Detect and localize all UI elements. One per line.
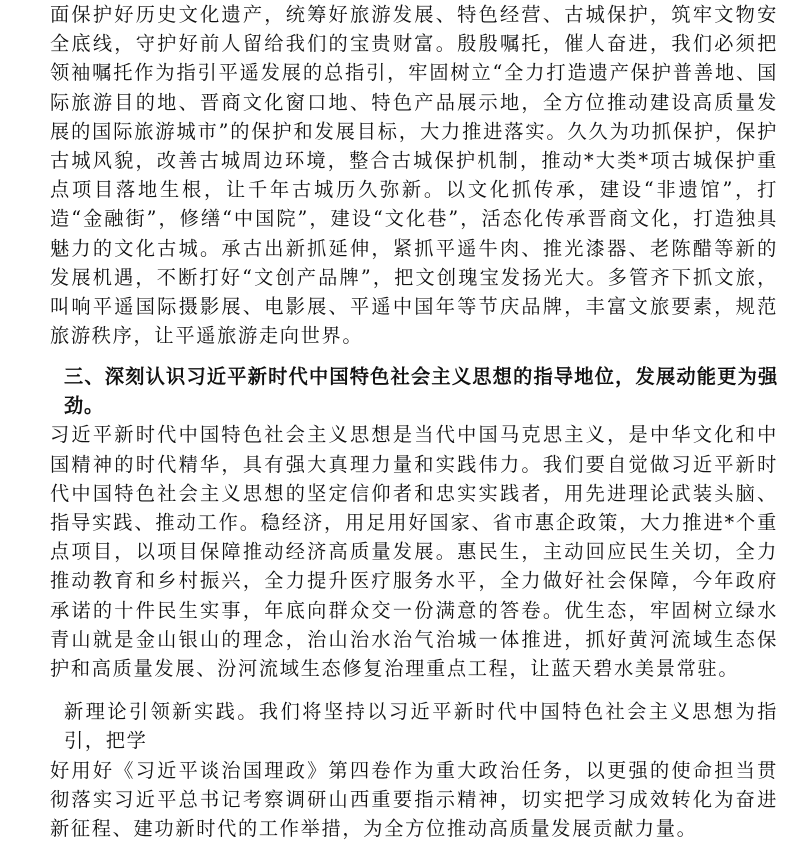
section-heading-three: 三、深刻认识习近平新时代中国特色社会主义思想的指导地位，发展动能更为强劲。	[64, 365, 778, 418]
paragraph-new-practice: 好用好《习近平谈治国理政》第四卷作为重大政治任务，以更强的使命担当贯彻落实习近平总书记考察调研山西重要指示精神，切实把学习成效转化为奋进新征程、建功新时代的工作举措，为全方位推动高质量发展贡献力量。	[50, 758, 778, 841]
paragraph-guiding-thought: 习近平新时代中国特色社会主义思想是当代中国马克思主义，是中华文化和中国精神的时代精华，具有强大真理力量和实践伟力。我们要自觉做习近平新时代中国特色社会主义思想的坚定信仰者和忠实实践者，用先进理论武装头脑、指导实践、推动工作。稳经济，用足用好国家、省市惠企政策，大力推进*个重点项目，以项目保障推动经济高质量发展。惠民生，主动回应民生关切，全力推动教育和乡村振兴，全力提升医疗服务水平，全力做好社会保障，今年政府承诺的十件民生实事，年底向群众交一份满意的答卷。优生态，牢固树立绿水青山就是金山银山的理念，治山治水治气治城一体推进，抓好黄河流域生态保护和高质量发展、汾河流域生态修复治理重点工程，让蓝天碧水美景常驻。	[50, 423, 778, 681]
paragraph-new-practice-first-line: 新理论引领新实践。我们将坚持以习近平新时代中国特色社会主义思想为指引，把学	[64, 700, 778, 753]
paragraph-heritage-protection: 面保护好历史文化遗产，统筹好旅游发展、特色经营、古城保护，筑牢文物安全底线，守护好前人留给我们的宝贵财富。殷殷嘱托，催人奋进，我们必须把领袖嘱托作为指引平遥发展的总指引，牢固树立“全力打造遗产保护普善地、国际旅游目的地、晋商文化窗口地、特色产品展示地，全方位推动建设高质量发展的国际旅游城市”的保护和发展目标，大力推进落实。久久为功抓保护，保护古城风貌，改善古城周边环境，整合古城保护机制，推动*大类*项古城保护重点项目落地生根，让千年古城历久弥新。以文化抓传承，建设“非遗馆”，打造“金融街”，修缮“中国院”，建设“文化巷”，活态化传承晋商文化，打造独具魅力的文化古城。承古出新抓延伸，紧抓平遥牛肉、推光漆器、老陈醋等新的发展机遇，不断打好“文创产品牌”，把文创瑰宝发扬光大。多管齐下抓文旅，叫响平遥国际摄影展、电影展、平遥中国年等节庆品牌，丰富文旅要素，规范旅游秩序，让平遥旅游走向世界。	[50, 3, 778, 348]
